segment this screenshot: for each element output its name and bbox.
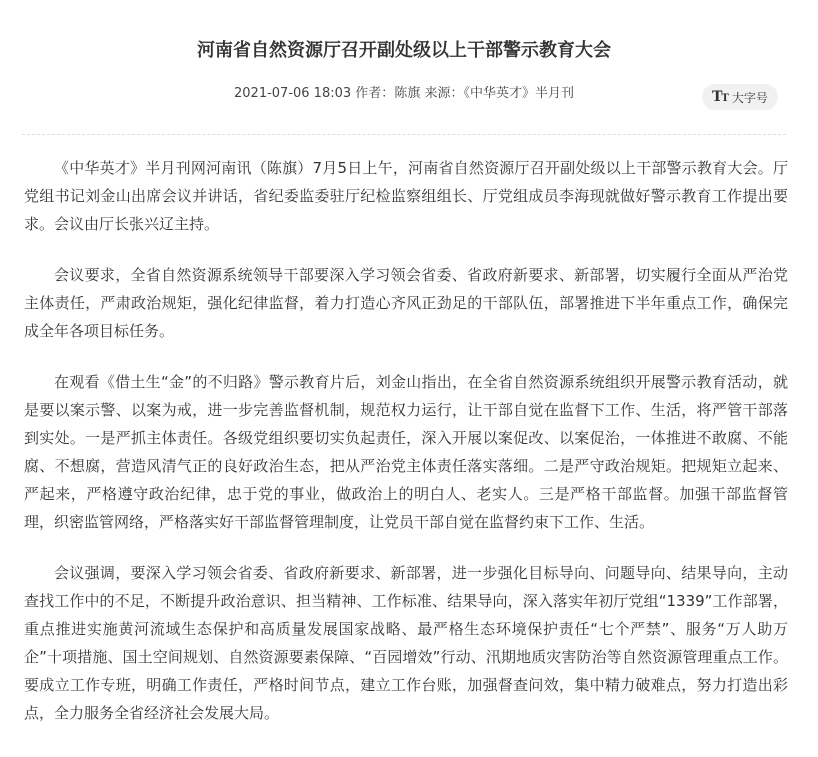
paragraph: 会议强调，要深入学习领会省委、省政府新要求、新部署，进一步强化目标导向、问题导向、结果导向，主动查找工作中的不足，不断提升政治意识、担当精神、工作标准、结果导向，深入落实年初厅党组“1339”工作部署，重点推进实施黄河流域生态保护和高质量发展国家战略、最严格生态环境保护责任“七个严禁”、服务“万人助万企”十项措施、国土空间规划、自然资源要素保障、“百园增效”行动、汛期地质灾害防治等自然资源管理重点工作。要成立工作专班，明确工作责任，严格时间节点，建立工作台账，加强督查问效，集中精力破难点，努力打造出彩点，全力服务全省经济社会发展大局。 bbox=[24, 564, 788, 722]
source-name: 《中华英才》半月刊 bbox=[463, 86, 574, 101]
text-size-icon: TT bbox=[712, 89, 728, 105]
font-size-button[interactable] bbox=[702, 84, 778, 110]
author-label: 作者： bbox=[355, 86, 395, 101]
paragraph: 会议要求，全省自然资源系统领导干部要深入学习领会省委、省政府新要求、新部署，切实履行全面从严治党主体责任，严肃政治规矩，强化纪律监督，着力打造心齐风正劲足的干部队伍，部署推进下半年重点工作，确保完成全年各项目标任务。 bbox=[24, 266, 788, 340]
paragraph: 在观看《借土生“金”的不归路》警示教育片后，刘金山指出，在全省自然资源系统组织开展警示教育活动，就是要以案示警、以案为戒，进一步完善监督机制，规范权力运行，让干部自觉在监督下工作、生活，将严管干部落到实处。一是严抓主体责任。各级党组织要切实负起责任，深入开展以案促改、以案促治，一体推进不敢腐、不能腐、不想腐，营造风清气正的良好政治生态，把从严治党主体责任落实落细。二是严守政治规矩。把规矩立起来、严起来，严格遵守政治纪律，忠于党的事业，做政治上的明白人、老实人。三是严格干部监督。加强干部监督管理，织密监管网络，严格落实好干部监督管理制度，让党员干部自觉在监督约束下工作、生活。 bbox=[24, 373, 788, 531]
header-divider bbox=[22, 134, 786, 135]
author-name: 陈旗 bbox=[394, 86, 421, 101]
article-title: 河南省自然资源厅召开副处级以上干部警示教育大会 bbox=[197, 40, 611, 61]
font-size-label: 大字号 bbox=[731, 90, 768, 105]
source-label: 来源： bbox=[424, 86, 464, 101]
paragraph: 《中华英才》半月刊网河南讯（陈旗）7月5日上午，河南省自然资源厅召开副处级以上干部警示教育大会。厅党组书记刘金山出席会议并讲话，省纪委监委驻厅纪检监察组组长、厅党组成员李海现就做好警示教育工作提出要求。会议由厅长张兴辽主持。 bbox=[24, 159, 788, 233]
article-body bbox=[24, 154, 788, 750]
article-meta bbox=[0, 84, 808, 104]
publish-datetime: 2021-07-06 18:03 bbox=[234, 86, 352, 101]
